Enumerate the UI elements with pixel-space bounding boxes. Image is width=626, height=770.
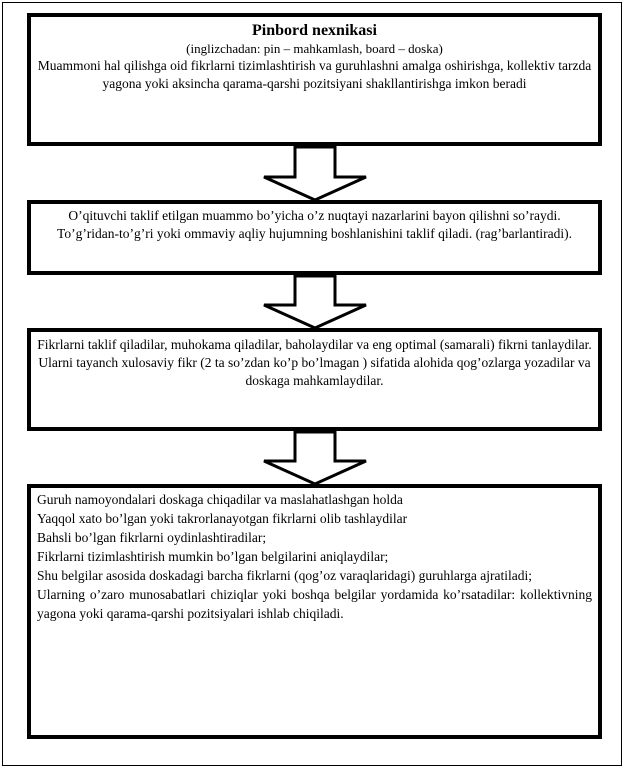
- diagram-title: Pinbord nexnikasi: [252, 22, 377, 39]
- step-box-3: [27, 328, 602, 431]
- down-arrow-1: [260, 146, 370, 202]
- step-4-line: Guruh namoyondalari doskaga chiqadilar va maslahatlashgan holda: [37, 492, 403, 507]
- down-arrow-2: [260, 275, 370, 330]
- step-box-1: [27, 13, 602, 146]
- step-box-2: [27, 200, 602, 275]
- step-3-text: Fikrlarni taklif qiladilar, muhokama qiladilar, baholaydilar va eng optimal (samarali) fikrni tanlaydilar. Ularni tayanch xulosaviy fikr (2 ta so’zdan ko’p bo’lmagan ) sifatida alohida qog’ozlarga yozadilar va doskaga mahkamlaydilar.: [37, 337, 592, 388]
- diagram-subtitle: (inglizchadan: pin – mahkamlash, board – doska): [186, 41, 443, 56]
- down-arrow-3: [260, 431, 370, 486]
- step-1-text: Muammoni hal qilishga oid fikrlarni tizimlashtirish va guruhlashni amalga oshirishga, kollektiv tarzda yagona yoki aksincha qarama-qarshi pozitsiyani shakllantirishga imkon beradi: [37, 58, 592, 91]
- step-4-line: Shu belgilar asosida doskadagi barcha fikrlarni (qog’oz varaqlaridagi) guruhlarga ajratiladi;: [37, 568, 532, 583]
- step-4-line: Bahsli bo’lgan fikrlarni oydinlashtiradilar;: [37, 530, 267, 545]
- step-4-text: [37, 490, 592, 623]
- step-4-line: Yaqqol xato bo’lgan yoki takrorlanayotgan fikrlarni olib tashlaydilar: [37, 511, 408, 526]
- step-4-line: Fikrlarni tizimlashtirish mumkin bo’lgan belgilarini aniqlaydilar;: [37, 549, 389, 564]
- step-box-4: [27, 484, 602, 739]
- step-2-text: O’qituvchi taklif etilgan muammo bo’yicha o’z nuqtayi nazarlarini bayon qilishni so’raydi. To’g’ridan-to’g’ri yoki ommaviy aqliy hujumning boshlanishini taklif qiladi. (rag’barlantiradi).: [57, 208, 572, 241]
- step-4-line: Ularning o’zaro munosabatlari chiziqlar yoki boshqa belgilar yordamida ko’rsatadilar: kollektivning yagona yoki qarama-qarshi pozitsiyalari ishlab chiqiladi.: [37, 587, 592, 621]
